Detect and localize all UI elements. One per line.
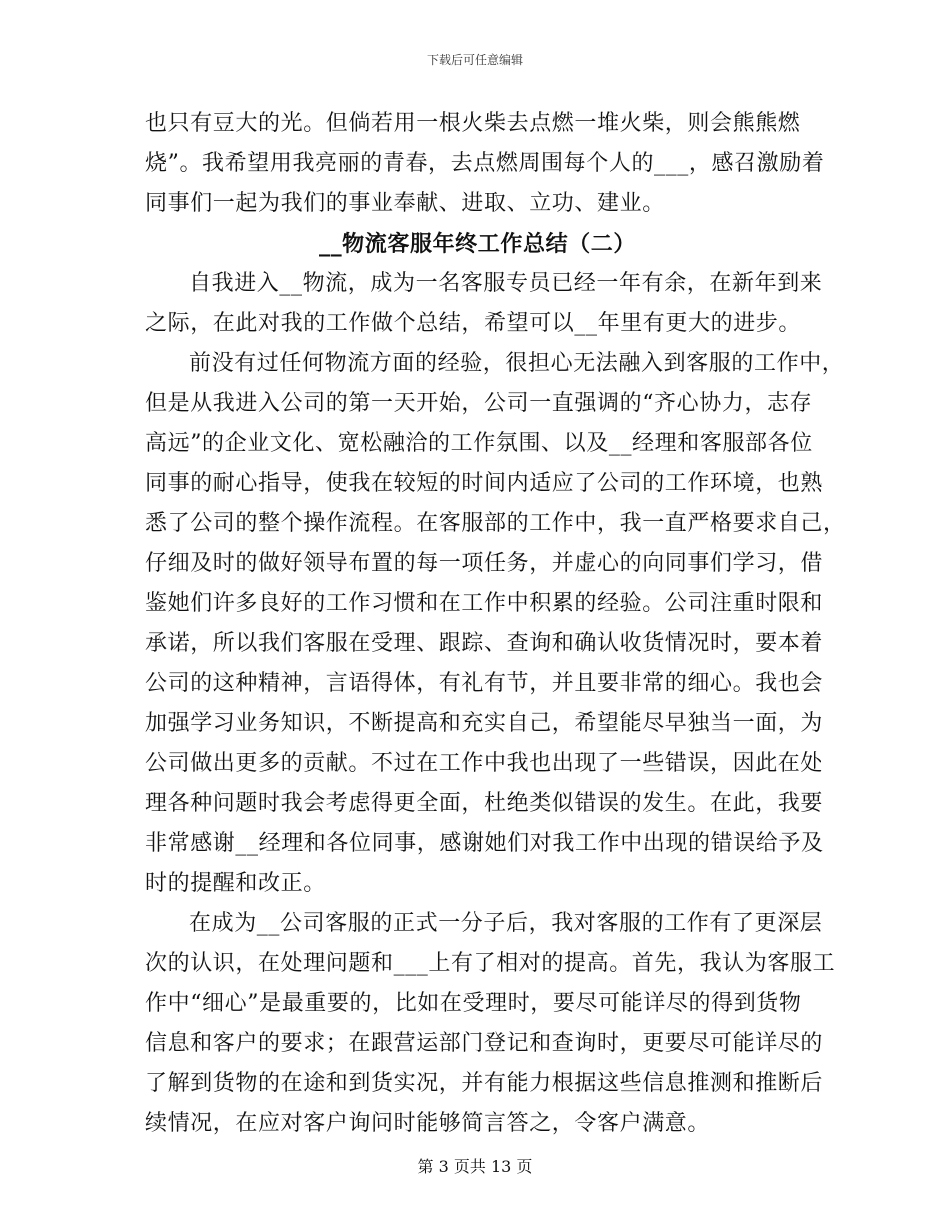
text-line: 时的提醒和改正。 (145, 871, 326, 896)
paragraph-understanding (145, 904, 836, 1144)
text-line: 也只有豆大的光。但倘若用一根火柴去点燃一堆火柴，则会熊熊燃 (145, 111, 801, 136)
text-line: 公司做出更多的贡献。不过在工作中我也出现了一些错误，因此在处 (145, 751, 824, 776)
text-line: 作中“细心”是最重要的，比如在受理时，要尽可能详尽的得到货物 (145, 991, 802, 1016)
text-line: 信息和客户的要求；在跟营运部门登记和查询时，更要尽可能详尽的 (145, 1031, 824, 1056)
text-line: 续情况，在应对客户询问时能够简言答之，令客户满意。 (145, 1111, 711, 1136)
section-title: __物流客服年终工作总结（二） (318, 231, 636, 257)
text-line: 承诺，所以我们客服在受理、跟踪、查询和确认收货情况时，要本着 (145, 631, 824, 656)
text-line: 但是从我进入公司的第一天开始，公司一直强调的“齐心协力，志存 (145, 391, 813, 416)
text-line: 同事的耐心指导，使我在较短的时间内适应了公司的工作环境，也熟 (145, 471, 824, 496)
paragraph-intro (145, 264, 823, 344)
text-line: 悉了公司的整个操作流程。在客服部的工作中，我一直严格要求自己， (145, 511, 846, 536)
text-line: 加强学习业务知识，不断提高和充实自己，希望能尽早独当一面，为 (145, 711, 824, 736)
text-line: 了解到货物的在途和到货实况，并有能力根据这些信息推测和推断后 (145, 1071, 824, 1096)
text-line: 仔细及时的做好领导布置的每一项任务，并虚心的向同事们学习，借 (145, 551, 824, 576)
text-line: 烧”。我希望用我亮丽的青春，去点燃周围每个人的___，感召激励着 (145, 151, 825, 176)
text-line: 理各种问题时我会考虑得更全面，杜绝类似错误的发生。在此，我要 (145, 791, 824, 816)
text-line: 次的认识，在处理问题和___上有了相对的提高。首先，我认为客服工 (145, 951, 836, 976)
text-line: 高远”的企业文化、宽松融洽的工作氛围、以及__经理和客服部各位 (145, 431, 813, 456)
text-line: 在成为__公司客服的正式一分子后，我对客服的工作有了更深层 (189, 911, 823, 936)
text-line: 公司的这种精神，言语得体，有礼有节，并且要非常的细心。我也会 (145, 671, 824, 696)
text-line: 非常感谢__经理和各位同事，感谢她们对我工作中出现的错误给予及 (145, 831, 824, 856)
document-body (145, 104, 846, 1144)
paragraph-experience (145, 344, 846, 904)
paragraph-continuation (145, 104, 825, 224)
page-header: 下载后可任意编辑 (426, 53, 523, 67)
text-line: 同事们一起为我们的事业奉献、进取、立功、建业。 (145, 191, 665, 216)
text-line: 之际，在此对我的工作做个总结，希望可以__年里有更大的进步。 (145, 311, 802, 336)
text-line: 前没有过任何物流方面的经验，很担心无法融入到客服的工作中， (189, 351, 845, 376)
page-number: 第 3 页共 13 页 (417, 1157, 533, 1176)
text-line: 自我进入__物流，成为一名客服专员已经一年有余，在新年到来 (189, 271, 823, 296)
text-line: 鉴她们许多良好的工作习惯和在工作中积累的经验。公司注重时限和 (145, 591, 824, 616)
